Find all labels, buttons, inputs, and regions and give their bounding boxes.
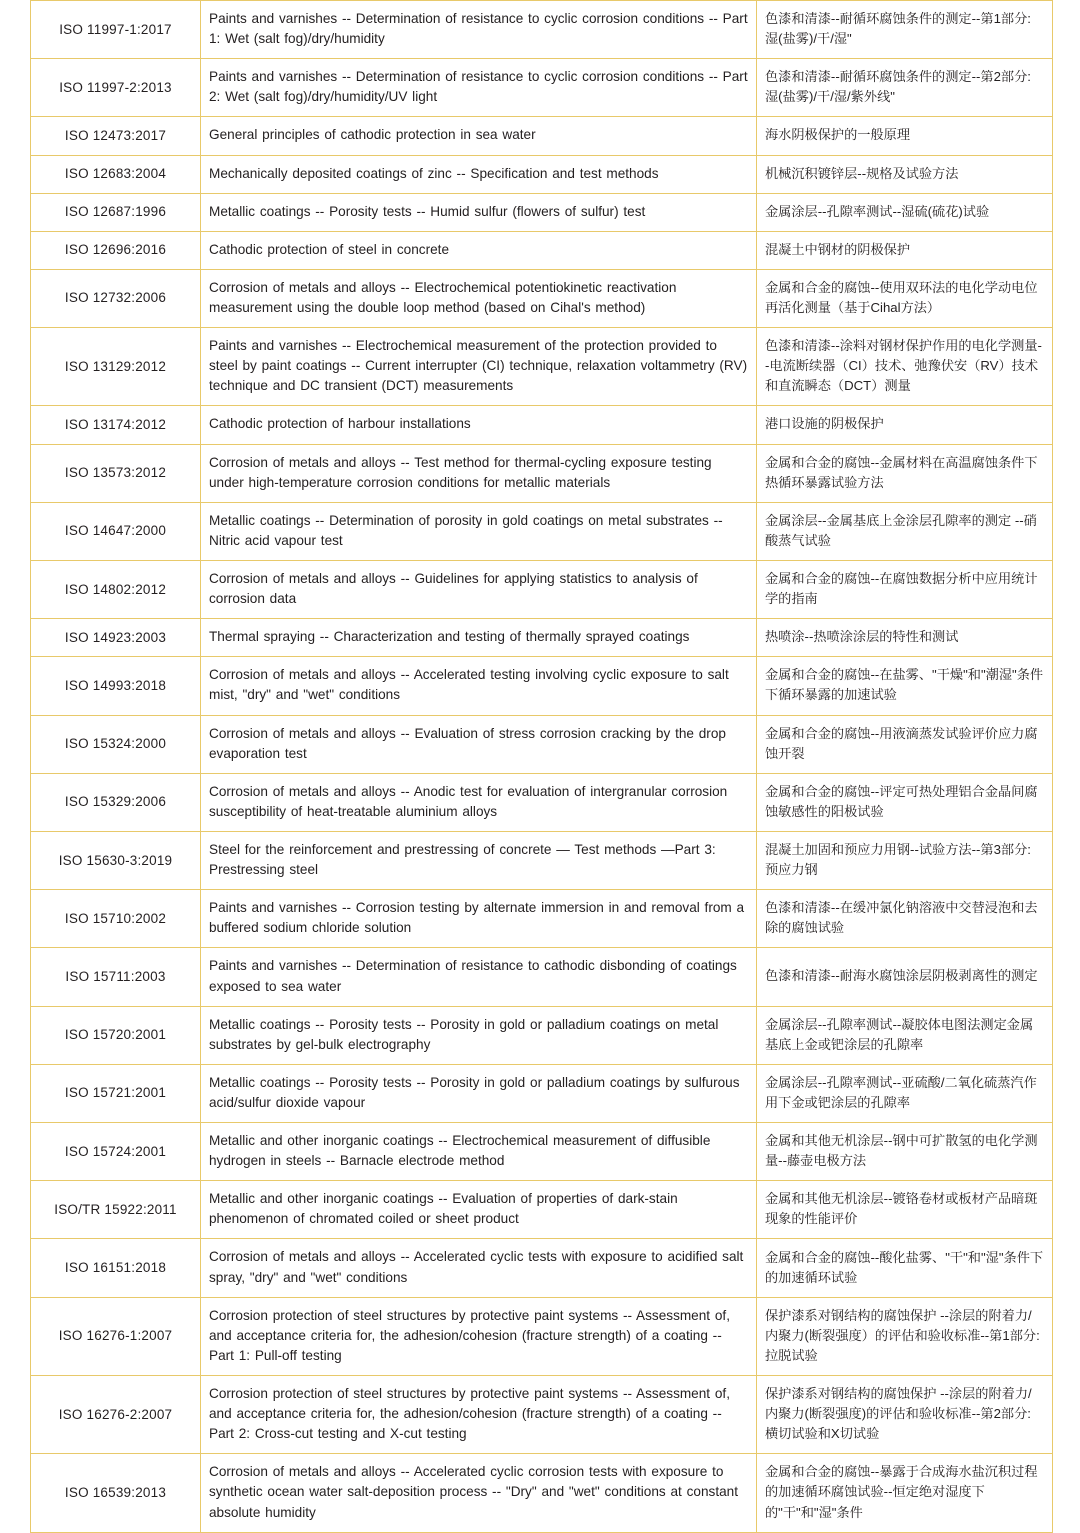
standard-code: ISO 12732:2006 (31, 269, 201, 327)
standard-title-zh: 金属和其他无机涂层--镀铬卷材或板材产品暗斑现象的性能评价 (757, 1181, 1053, 1239)
standard-code: ISO 16151:2018 (31, 1239, 201, 1297)
standard-title-en: Metallic and other inorganic coatings -- Evaluation of properties of dark-stain phenomenon of chromated coiled or sheet product (201, 1181, 757, 1239)
standard-title-zh: 金属涂层--孔隙率测试--亚硫酸/二氧化硫蒸汽作用下金或钯涂层的孔隙率 (757, 1064, 1053, 1122)
standard-title-en: Cathodic protection of steel in concrete (201, 231, 757, 269)
standard-code: ISO 15720:2001 (31, 1006, 201, 1064)
standard-title-en: Corrosion of metals and alloys -- Test method for thermal-cycling exposure testing under high-temperature corrosion conditions for metallic materials (201, 444, 757, 502)
standard-title-zh: 金属和其他无机涂层--钢中可扩散氢的电化学测量--藤壶电极方法 (757, 1123, 1053, 1181)
standard-title-en: Corrosion of metals and alloys -- Accelerated testing involving cyclic exposure to salt mist, "dry" and "wet" conditions (201, 657, 757, 715)
standard-title-zh: 金属涂层--孔隙率测试--湿硫(硫花)试验 (757, 193, 1053, 231)
standard-title-en: Corrosion of metals and alloys -- Electrochemical potentiokinetic reactivation measurement using the double loop method (based on Cihal's method) (201, 269, 757, 327)
standard-title-en: Metallic coatings -- Porosity tests -- Porosity in gold or palladium coatings by sulfurous acid/sulfur dioxide vapour (201, 1064, 757, 1122)
standard-code: ISO 16539:2013 (31, 1454, 201, 1532)
standard-title-en: Paints and varnishes -- Corrosion testing by alternate immersion in and removal from a buffered sodium chloride solution (201, 890, 757, 948)
standard-title-zh: 保护漆系对钢结构的腐蚀保护 --涂层的附着力/内聚力(断裂强度)的评估和验收标准--第2部分: 横切试验和X切试验 (757, 1376, 1053, 1454)
standard-code: ISO 12696:2016 (31, 231, 201, 269)
standard-title-en: Corrosion of metals and alloys -- Anodic test for evaluation of intergranular corrosion susceptibility of heat-treatable aluminium alloys (201, 773, 757, 831)
standard-code: ISO 14993:2018 (31, 657, 201, 715)
standard-title-en: Paints and varnishes -- Electrochemical measurement of the protection provided to steel by paint coatings -- Current interrupter (CI) technique, relaxation voltammetry (RV) technique and DC transient (DCT) measurements (201, 328, 757, 406)
table-row (31, 269, 1053, 327)
standard-title-en: Corrosion of metals and alloys -- Accelerated cyclic corrosion tests with exposure to synthetic ocean water salt-deposition process -- "Dry" and "wet" conditions at constant absolute humidity (201, 1454, 757, 1532)
standard-title-zh: 金属和合金的腐蚀--用液滴蒸发试验评价应力腐蚀开裂 (757, 715, 1053, 773)
standard-code: ISO 12687:1996 (31, 193, 201, 231)
table-row (31, 560, 1053, 618)
standard-title-en: Thermal spraying -- Characterization and testing of thermally sprayed coatings (201, 619, 757, 657)
standard-code: ISO 14647:2000 (31, 502, 201, 560)
table-row (31, 1, 1053, 59)
standards-table (30, 0, 1053, 1533)
standards-table-body (31, 1, 1053, 1533)
standard-title-zh: 保护漆系对钢结构的腐蚀保护 --涂层的附着力/内聚力(断裂强度）的评估和验收标准--第1部分: 拉脱试验 (757, 1297, 1053, 1375)
standard-title-zh: 港口设施的阴极保护 (757, 406, 1053, 444)
standard-code: ISO 14923:2003 (31, 619, 201, 657)
standard-code: ISO 13573:2012 (31, 444, 201, 502)
standard-title-zh: 热喷涂--热喷涂涂层的特性和测试 (757, 619, 1053, 657)
standard-title-en: Corrosion protection of steel structures by protective paint systems -- Assessment of, and acceptance criteria for, the adhesion/cohesion (fracture strength) of a coating -- Part 1: Pull-off testing (201, 1297, 757, 1375)
table-row (31, 1123, 1053, 1181)
standard-title-zh: 金属涂层--金属基底上金涂层孔隙率的测定 --硝酸蒸气试验 (757, 502, 1053, 560)
standard-title-en: Steel for the reinforcement and prestressing of concrete — Test methods —Part 3: Prestressing steel (201, 831, 757, 889)
standard-title-zh: 色漆和清漆--耐海水腐蚀涂层阴极剥离性的测定 (757, 948, 1053, 1006)
standard-title-zh: 色漆和清漆--耐循环腐蚀条件的测定--第1部分: 湿(盐雾)/干/湿" (757, 1, 1053, 59)
standard-code: ISO 15721:2001 (31, 1064, 201, 1122)
table-row (31, 657, 1053, 715)
standard-title-en: Metallic coatings -- Porosity tests -- Humid sulfur (flowers of sulfur) test (201, 193, 757, 231)
standard-title-en: Paints and varnishes -- Determination of resistance to cyclic corrosion conditions -- Part 1: Wet (salt fog)/dry/humidity (201, 1, 757, 59)
table-row (31, 59, 1053, 117)
table-row (31, 715, 1053, 773)
standard-code: ISO 15324:2000 (31, 715, 201, 773)
table-row (31, 1006, 1053, 1064)
table-row (31, 948, 1053, 1006)
standard-title-zh: 金属和合金的腐蚀--在腐蚀数据分析中应用统计学的指南 (757, 560, 1053, 618)
table-row (31, 1376, 1053, 1454)
table-row (31, 890, 1053, 948)
table-row (31, 444, 1053, 502)
table-row (31, 1064, 1053, 1122)
table-row (31, 328, 1053, 406)
standard-title-zh: 混凝土中钢材的阴极保护 (757, 231, 1053, 269)
table-row (31, 1297, 1053, 1375)
standard-title-zh: 金属和合金的腐蚀--酸化盐雾、"干"和"湿"条件下的加速循环试验 (757, 1239, 1053, 1297)
standard-code: ISO/TR 15922:2011 (31, 1181, 201, 1239)
standard-title-en: Corrosion of metals and alloys -- Accelerated cyclic tests with exposure to acidified salt spray, "dry" and "wet" conditions (201, 1239, 757, 1297)
standard-code: ISO 11997-1:2017 (31, 1, 201, 59)
standard-title-en: Corrosion of metals and alloys -- Guidelines for applying statistics to analysis of corrosion data (201, 560, 757, 618)
standard-title-zh: 混凝土加固和预应力用钢--试验方法--第3部分: 预应力钢 (757, 831, 1053, 889)
standard-code: ISO 16276-1:2007 (31, 1297, 201, 1375)
table-row (31, 193, 1053, 231)
standard-title-zh: 金属和合金的腐蚀--在盐雾、"干燥"和"潮湿"条件下循环暴露的加速试验 (757, 657, 1053, 715)
table-row (31, 502, 1053, 560)
standard-title-zh: 金属和合金的腐蚀--金属材料在高温腐蚀条件下热循环暴露试验方法 (757, 444, 1053, 502)
standard-code: ISO 15710:2002 (31, 890, 201, 948)
standard-code: ISO 14802:2012 (31, 560, 201, 618)
table-row (31, 1239, 1053, 1297)
standard-code: ISO 11997-2:2013 (31, 59, 201, 117)
standard-title-zh: 色漆和清漆--在缓冲氯化钠溶液中交替浸泡和去除的腐蚀试验 (757, 890, 1053, 948)
standard-title-en: General principles of cathodic protection in sea water (201, 117, 757, 155)
table-row (31, 1454, 1053, 1532)
standard-title-en: Corrosion of metals and alloys -- Evaluation of stress corrosion cracking by the drop evaporation test (201, 715, 757, 773)
table-row (31, 117, 1053, 155)
standard-title-en: Paints and varnishes -- Determination of resistance to cathodic disbonding of coatings exposed to sea water (201, 948, 757, 1006)
standard-title-zh: 色漆和清漆--耐循环腐蚀条件的测定--第2部分: 湿(盐雾)/干/湿/紫外线" (757, 59, 1053, 117)
standard-code: ISO 13129:2012 (31, 328, 201, 406)
standard-title-zh: 金属和合金的腐蚀--使用双环法的电化学动电位再活化测量（基于Cihal方法） (757, 269, 1053, 327)
table-row (31, 231, 1053, 269)
standard-title-en: Metallic coatings -- Determination of porosity in gold coatings on metal substrates -- Nitric acid vapour test (201, 502, 757, 560)
standard-title-zh: 金属和合金的腐蚀--暴露于合成海水盐沉积过程的加速循环腐蚀试验--恒定绝对湿度下的"干"和"湿"条件 (757, 1454, 1053, 1532)
standard-title-en: Cathodic protection of harbour installations (201, 406, 757, 444)
standard-title-zh: 金属和合金的腐蚀--评定可热处理铝合金晶间腐蚀敏感性的阳极试验 (757, 773, 1053, 831)
standard-code: ISO 12683:2004 (31, 155, 201, 193)
standard-code: ISO 15724:2001 (31, 1123, 201, 1181)
standard-title-zh: 金属涂层--孔隙率测试--凝胶体电图法测定金属基底上金或钯涂层的孔隙率 (757, 1006, 1053, 1064)
standard-code: ISO 13174:2012 (31, 406, 201, 444)
standard-code: ISO 16276-2:2007 (31, 1376, 201, 1454)
standard-title-en: Paints and varnishes -- Determination of resistance to cyclic corrosion conditions -- Part 2: Wet (salt fog)/dry/humidity/UV light (201, 59, 757, 117)
standard-title-en: Metallic and other inorganic coatings -- Electrochemical measurement of diffusible hydrogen in steels -- Barnacle electrode method (201, 1123, 757, 1181)
standard-code: ISO 15711:2003 (31, 948, 201, 1006)
table-row (31, 1181, 1053, 1239)
table-row (31, 773, 1053, 831)
table-row (31, 831, 1053, 889)
standard-code: ISO 15329:2006 (31, 773, 201, 831)
table-row (31, 155, 1053, 193)
standard-title-en: Corrosion protection of steel structures by protective paint systems -- Assessment of, and acceptance criteria for, the adhesion/cohesion (fracture strength) of a coating -- Part 2: Cross-cut testing and X-cut testing (201, 1376, 757, 1454)
table-row (31, 406, 1053, 444)
standard-title-zh: 色漆和清漆--涂料对钢材保护作用的电化学测量--电流断续器（CI）技术、弛豫伏安（RV）技术和直流瞬态（DCT）测量 (757, 328, 1053, 406)
standard-code: ISO 12473:2017 (31, 117, 201, 155)
standard-title-zh: 机械沉积镀锌层--规格及试验方法 (757, 155, 1053, 193)
standard-title-zh: 海水阴极保护的一般原理 (757, 117, 1053, 155)
table-row (31, 619, 1053, 657)
standard-title-en: Mechanically deposited coatings of zinc -- Specification and test methods (201, 155, 757, 193)
standard-title-en: Metallic coatings -- Porosity tests -- Porosity in gold or palladium coatings on metal substrates by gel-bulk electrography (201, 1006, 757, 1064)
standard-code: ISO 15630-3:2019 (31, 831, 201, 889)
